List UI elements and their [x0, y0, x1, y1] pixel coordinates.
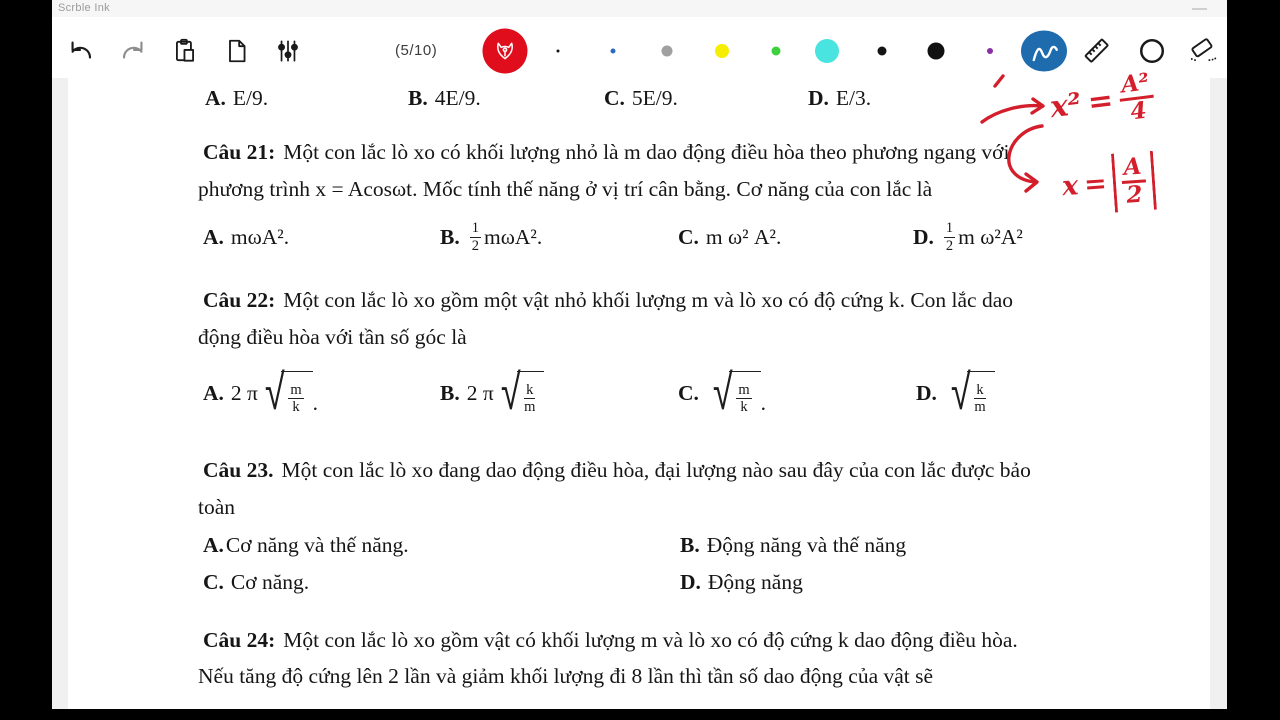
- annotation-line2: x = A 2: [1060, 151, 1156, 216]
- square-root: √ $\frac{k}{m}$: [947, 369, 995, 417]
- q23-option-c: C. Cơ năng.: [203, 570, 310, 594]
- eraser-tool[interactable]: [1187, 35, 1219, 67]
- clipboard-paste-icon: [171, 37, 199, 65]
- q23-option-a: A.Cơ năng và thế năng.: [203, 533, 409, 557]
- titlebar: [52, 0, 1227, 18]
- green-dot-icon: [772, 47, 781, 56]
- paste-button[interactable]: [171, 37, 199, 65]
- pen-color-gray-medium[interactable]: [662, 46, 673, 57]
- gray-medium-dot-icon: [662, 46, 673, 57]
- fraction: 1 2: [471, 220, 479, 254]
- q22-option-d: D. √ $\frac{k}{m}$: [916, 364, 995, 422]
- pen-color-cyan-large[interactable]: [815, 39, 839, 63]
- titlebar-dash: [1192, 8, 1207, 10]
- q23-line1: Câu 23. Một con lắc lò xo đang dao động điều hòa, đại lượng nào sau đây của con lắc được bảo: [203, 458, 1031, 482]
- black-tiny-dot-icon: [557, 50, 560, 53]
- ruler-tool[interactable]: [1081, 35, 1113, 67]
- new-page-button[interactable]: [223, 37, 251, 65]
- q22-option-a: A. 2 π √ $\frac{m}{k}$ .: [203, 363, 318, 422]
- square-root: √ $\frac{k}{m}$: [497, 369, 545, 417]
- prev-option-b: B. 4E/9.: [408, 86, 481, 110]
- annotation-line1: x² = $\frac{\text{A²}}{4}$: [1047, 70, 1157, 135]
- black-small-dot-icon: [878, 47, 887, 56]
- pen-color-green[interactable]: [772, 47, 781, 56]
- q22-option-b: B. 2 π √ $\frac{k}{m}$: [440, 364, 544, 422]
- q21-line1: Câu 21: Một con lắc lò xo có khối lượng nhỏ là m dao động điều hòa theo phương ngang với: [203, 140, 1010, 164]
- q24-line2: Nếu tăng độ cứng lên 2 lần và giảm khối lượng đi 8 lần thì tần số dao động của vật sẽ: [198, 664, 934, 688]
- letterbox-right: [1227, 0, 1280, 720]
- q24-line1: Câu 24: Một con lắc lò xo gồm vật có khối lượng m và lò xo có độ cứng k dao động điều hòa.: [203, 628, 1018, 652]
- redo-button[interactable]: [120, 38, 147, 65]
- q22-label: Câu 22:: [203, 288, 276, 312]
- q22-option-c: C. √ $\frac{m}{k}$ .: [678, 363, 767, 422]
- redo-icon: [120, 38, 147, 65]
- black-large-dot-icon: [928, 43, 945, 60]
- pen-color-black-tiny[interactable]: [557, 50, 560, 53]
- sliders-icon: [274, 37, 302, 65]
- undo-button[interactable]: [68, 38, 95, 65]
- pen-color-blue-small[interactable]: [611, 49, 616, 54]
- new-page-icon: [223, 37, 251, 65]
- active-pen-tool[interactable]: [483, 29, 528, 74]
- q21-option-a: A. mωA².: [203, 224, 290, 249]
- blue-small-dot-icon: [611, 49, 616, 54]
- q22-line1: Câu 22: Một con lắc lò xo gồm một vật nhỏ khối lượng m và lò xo có độ cứng k. Con lắc dao: [203, 288, 1014, 312]
- q24-label: Câu 24:: [203, 628, 276, 652]
- page-indicator: (5/10): [395, 41, 438, 59]
- prev-option-a: A. E/9.: [205, 86, 269, 110]
- letterbox-left: [0, 0, 52, 720]
- eraser-icon: [1187, 35, 1219, 67]
- q23-option-b: B. Động năng và thế năng: [680, 533, 907, 557]
- square-root: √ $\frac{m}{k}$: [709, 369, 761, 417]
- ruler-icon: [1081, 35, 1113, 67]
- pen-color-black-small[interactable]: [878, 47, 887, 56]
- page-margin-right: [1210, 78, 1227, 709]
- q21-option-b: B. 1 2 mωA².: [440, 220, 543, 254]
- page-margin-left: [52, 78, 68, 709]
- q21-label: Câu 21:: [203, 140, 276, 164]
- cyan-large-dot-icon: [815, 39, 839, 63]
- prev-option-d: D. E/3.: [808, 86, 872, 110]
- q21-option-c: C. m ω² A².: [678, 224, 782, 249]
- q21-option-d: D. 1 2 m ω²A²: [913, 220, 1023, 254]
- pen-color-purple-tiny[interactable]: [987, 48, 993, 54]
- q22-line2: động điều hòa với tần số góc là: [198, 325, 467, 349]
- q23-line2: toàn: [198, 495, 236, 519]
- prev-option-c: C. 5E/9.: [604, 86, 678, 110]
- purple-tiny-dot-icon: [987, 48, 993, 54]
- app-title: Scrble Ink: [58, 2, 110, 14]
- toolbar: [52, 17, 1227, 78]
- pen-nib-icon: [483, 29, 528, 74]
- circle-outline-icon: [1138, 37, 1166, 65]
- q21-line2: phương trình x = Acosωt. Mốc tính thế năng ở vị trí cân bằng. Cơ năng của con lắc là: [198, 177, 933, 201]
- q23-option-d: D. Động năng: [680, 570, 803, 594]
- pen-color-yellow[interactable]: [715, 44, 729, 58]
- squiggle-icon: [1021, 31, 1067, 72]
- scribble-tool[interactable]: [1021, 31, 1067, 72]
- settings-button[interactable]: [274, 37, 302, 65]
- undo-icon: [68, 38, 95, 65]
- fraction: 1 2: [945, 220, 954, 254]
- circle-shape-tool[interactable]: [1138, 37, 1166, 65]
- q23-label: Câu 23.: [203, 458, 274, 482]
- pen-color-black-large[interactable]: [928, 43, 945, 60]
- letterbox-bottom: [0, 709, 1280, 720]
- yellow-dot-icon: [715, 44, 729, 58]
- square-root: √ $\frac{m}{k}$: [261, 369, 313, 417]
